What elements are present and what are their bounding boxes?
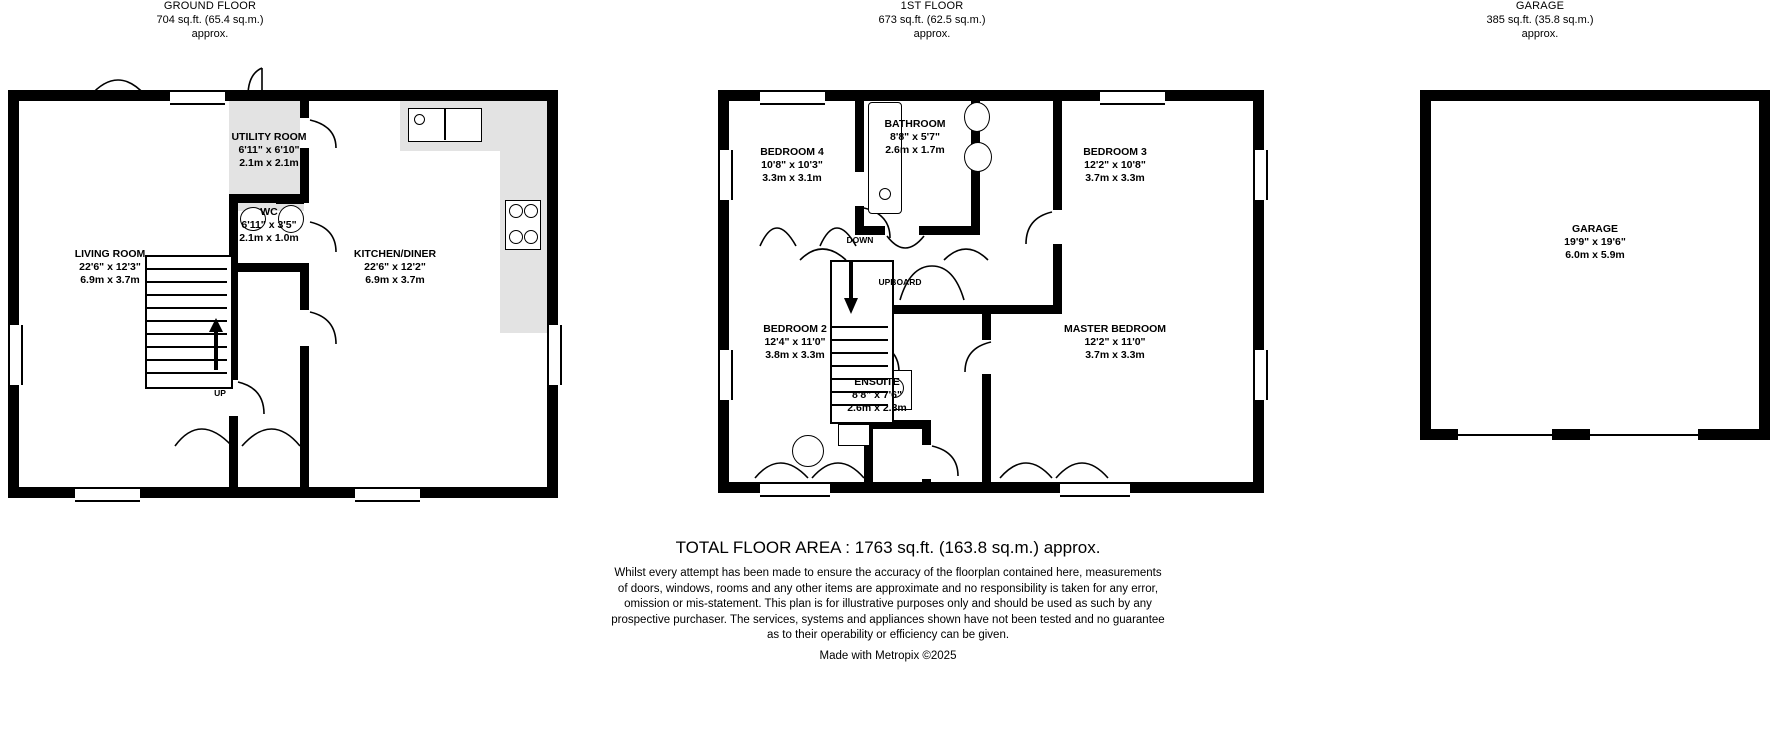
room-dim-imperial: 6'11" x 3'5" <box>241 219 297 232</box>
room-dim-imperial: 12'4" x 11'0" <box>764 336 826 349</box>
room-dim-metric: 3.7m x 3.3m <box>1085 349 1145 362</box>
room-dim-imperial: 10'8" x 10'3" <box>761 159 823 172</box>
garage-door-line <box>1458 434 1698 436</box>
stair-step <box>147 372 227 374</box>
ground-floor-plan <box>0 60 570 500</box>
cupboard-label: UPBOARD <box>878 277 922 287</box>
first-floor-plan <box>700 60 1260 500</box>
garage-wall-left <box>1420 90 1431 440</box>
room-name: BEDROOM 2 <box>763 323 827 335</box>
room-label-living-room <box>45 248 175 287</box>
room-label-wc <box>205 206 333 245</box>
room-dim-metric: 2.6m x 1.7m <box>885 144 945 157</box>
stair-direction-arrow-up <box>205 310 227 372</box>
floor-area: 704 sq.ft. (65.4 sq.m.) approx. <box>156 13 264 40</box>
window-master-right <box>1253 350 1268 400</box>
room-dim-imperial: 8'8" x 7'6" <box>852 389 902 402</box>
room-dim-metric: 6.9m x 3.7m <box>80 274 140 287</box>
ensuite-bath-icon <box>838 424 870 446</box>
room-name: UTILITY ROOM <box>231 131 307 143</box>
room-name: MASTER BEDROOM <box>1063 323 1167 335</box>
room-name: WC <box>260 206 278 218</box>
window-kitchen-bottom <box>355 487 420 502</box>
floor-area: 673 sq.ft. (62.5 sq.m.) approx. <box>878 13 986 40</box>
floor-title: GROUND FLOOR <box>163 0 257 12</box>
room-name: BEDROOM 4 <box>760 146 824 158</box>
floor-title: GARAGE <box>1515 0 1565 12</box>
total-floor-area: TOTAL FLOOR AREA : 1763 sq.ft. (163.8 sq.m.) approx. <box>675 538 1101 557</box>
floor-heading-ground <box>140 0 280 41</box>
disclaimer-line: prospective purchaser. The services, systems and appliances shown have not been tested and no guarantee <box>611 613 1165 626</box>
stair-label-down: DOWN <box>846 235 874 245</box>
room-label-bedroom-4 <box>730 146 854 185</box>
room-dim-metric: 2.6m x 2.3m <box>847 402 907 415</box>
window-living-bottom <box>75 487 140 502</box>
footer-block <box>0 538 1776 662</box>
room-label-kitchen-diner <box>330 248 460 287</box>
disclaimer-line: Whilst every attempt has been made to ensure the accuracy of the floorplan contained here, measurements <box>614 567 1162 579</box>
disclaimer-line: as to their operability or efficiency can be given. <box>766 629 1010 642</box>
floor-area: 385 sq.ft. (35.8 sq.m.) approx. <box>1486 13 1594 40</box>
room-dim-metric: 3.7m x 3.3m <box>1085 172 1145 185</box>
window-utility-top <box>170 90 225 105</box>
window-bed2-bottom <box>760 482 830 497</box>
room-dim-imperial: 22'6" x 12'2" <box>364 261 426 274</box>
window-bed3-top <box>1100 90 1165 105</box>
room-dim-metric: 3.8m x 3.3m <box>765 349 825 362</box>
made-with-credit: Made with Metropix ©2025 <box>819 649 957 662</box>
room-name: ENSUITE <box>854 376 900 388</box>
window-bed3-right <box>1253 150 1268 200</box>
garage-wall-bottom-right <box>1698 429 1770 440</box>
bathtub-drain-icon <box>879 188 891 200</box>
room-label-bedroom-2 <box>730 323 860 362</box>
window-master-bottom <box>1060 482 1130 497</box>
garage-wall-top <box>1420 90 1770 101</box>
room-dim-imperial: 12'2" x 10'8" <box>1084 159 1146 172</box>
room-label-bedroom-3 <box>1050 146 1180 185</box>
room-name: BEDROOM 3 <box>1083 146 1147 158</box>
room-name: GARAGE <box>1571 223 1619 235</box>
floor-heading-garage <box>1470 0 1610 41</box>
room-name: KITCHEN/DINER <box>353 248 437 260</box>
wc-cistern <box>276 202 304 204</box>
stair-step <box>832 365 888 367</box>
room-name: LIVING ROOM <box>74 248 146 260</box>
window-living-left <box>8 325 23 385</box>
room-dim-imperial: 12'2" x 11'0" <box>1084 336 1146 349</box>
disclaimer <box>0 566 1776 644</box>
garage-plan <box>1410 60 1770 460</box>
room-name: BATHROOM <box>884 118 946 130</box>
room-dim-metric: 3.3m x 3.1m <box>762 172 822 185</box>
window-kitchen-right <box>547 325 562 385</box>
room-label-master-bedroom <box>1035 323 1195 362</box>
window-bed4-top <box>760 90 825 105</box>
stair-step <box>147 294 227 296</box>
room-dim-imperial: 8'8" x 5'7" <box>890 131 940 144</box>
garage-wall-bottom-left <box>1420 429 1458 440</box>
room-dim-imperial: 6'11" x 6'10" <box>238 144 300 157</box>
room-label-bathroom <box>850 118 980 157</box>
stair-step <box>147 307 227 309</box>
ensuite-shower-icon <box>792 435 824 467</box>
room-dim-metric: 2.1m x 1.0m <box>239 232 299 245</box>
room-label-garage <box>1530 223 1660 262</box>
disclaimer-line: omission or mis-statement. This plan is for illustrative purposes only and should be used as such by any <box>624 598 1152 611</box>
floor-title: 1ST FLOOR <box>900 0 964 12</box>
room-label-utility-room <box>203 131 335 170</box>
room-dim-metric: 6.0m x 5.9m <box>1565 249 1625 262</box>
floor-heading-first <box>862 0 1002 41</box>
disclaimer-line: of doors, windows, rooms and any other items are approximate and no responsibility is taken for any error, <box>617 582 1159 595</box>
room-label-ensuite <box>812 376 942 415</box>
stair-label-up: UP <box>214 388 226 398</box>
room-dim-metric: 2.1m x 2.1m <box>239 157 299 170</box>
garage-wall-right <box>1759 90 1770 440</box>
room-dim-imperial: 19'9" x 19'6" <box>1564 236 1626 249</box>
room-dim-metric: 6.9m x 3.7m <box>365 274 425 287</box>
stair-direction-arrow-down <box>840 260 862 320</box>
room-dim-imperial: 22'6" x 12'3" <box>79 261 141 274</box>
